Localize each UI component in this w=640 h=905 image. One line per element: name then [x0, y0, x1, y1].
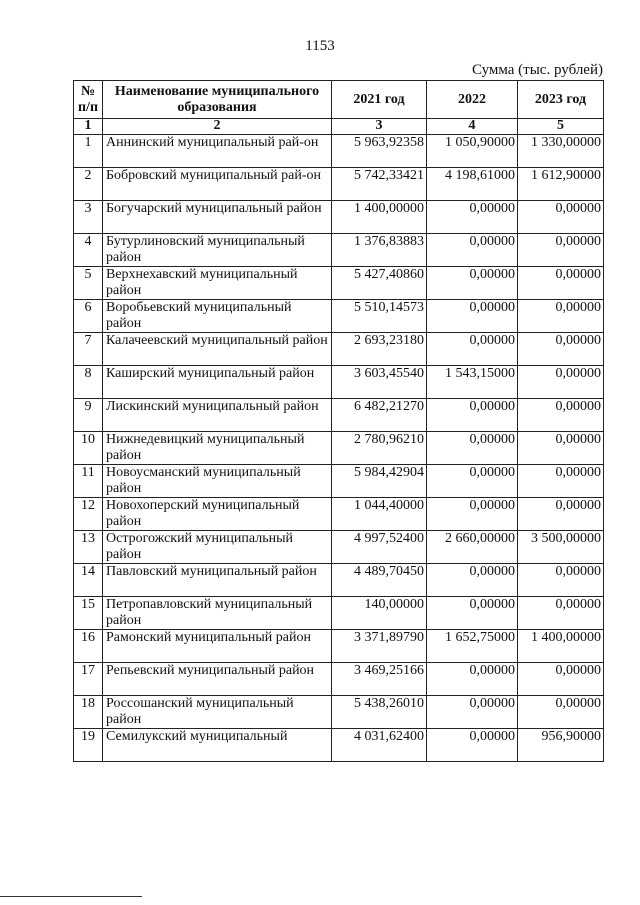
row-number: 15: [74, 597, 103, 630]
district-name: Репьевский муниципальный район: [103, 663, 332, 696]
district-name: Нижнедевицкий муниципальный район: [103, 432, 332, 465]
table-row: [74, 168, 604, 201]
table-row: [74, 201, 604, 234]
table-row: [74, 597, 604, 630]
row-number: 19: [74, 729, 103, 762]
page-number: 1153: [305, 38, 335, 54]
district-name: Верхнехавский муниципальный район: [103, 267, 332, 300]
value-2022: 0,00000: [427, 201, 518, 234]
table-row: [74, 696, 604, 729]
value-2021: 6 482,21270: [332, 399, 427, 432]
row-number: 7: [74, 333, 103, 366]
value-2023: 3 500,00000: [518, 531, 604, 564]
table-row: [74, 465, 604, 498]
value-2021: 3 371,89790: [332, 630, 427, 663]
value-2021: 1 376,83883: [332, 234, 427, 267]
column-number: 5: [518, 119, 604, 135]
value-2023: 1 400,00000: [518, 630, 604, 663]
value-2022: 0,00000: [427, 432, 518, 465]
table-row: [74, 135, 604, 168]
value-2022: 1 652,75000: [427, 630, 518, 663]
column-number: 2: [103, 119, 332, 135]
district-name: Россошанский муниципальный район: [103, 696, 332, 729]
district-name: Острогожский муниципальный район: [103, 531, 332, 564]
row-number: 13: [74, 531, 103, 564]
table-row: [74, 399, 604, 432]
value-2022: 0,00000: [427, 333, 518, 366]
value-2023: 1 612,90000: [518, 168, 604, 201]
value-2022: 0,00000: [427, 597, 518, 630]
value-2022: 4 198,61000: [427, 168, 518, 201]
value-2022: 1 050,90000: [427, 135, 518, 168]
value-2022: 0,00000: [427, 729, 518, 762]
value-2023: 0,00000: [518, 234, 604, 267]
value-2023: 0,00000: [518, 300, 604, 333]
value-2022: 0,00000: [427, 564, 518, 597]
value-2021: 5 510,14573: [332, 300, 427, 333]
district-name: Воробьевский муниципальный район: [103, 300, 332, 333]
value-2022: 0,00000: [427, 234, 518, 267]
row-number: 14: [74, 564, 103, 597]
column-number: 4: [427, 119, 518, 135]
value-2021: 5 984,42904: [332, 465, 427, 498]
value-2023: 956,90000: [518, 729, 604, 762]
value-2021: 2 693,23180: [332, 333, 427, 366]
header-2021: 2021 год: [332, 81, 427, 119]
table-row: [74, 366, 604, 399]
district-name: Каширский муниципальный район: [103, 366, 332, 399]
value-2023: 0,00000: [518, 267, 604, 300]
value-2023: 0,00000: [518, 399, 604, 432]
value-2022: 0,00000: [427, 498, 518, 531]
table-row: [74, 432, 604, 465]
row-number: 11: [74, 465, 103, 498]
units-caption: Сумма (тыс. рублей): [471, 62, 603, 78]
value-2023: 0,00000: [518, 465, 604, 498]
row-number: 5: [74, 267, 103, 300]
header-no: № п/п: [74, 81, 103, 119]
value-2022: 0,00000: [427, 300, 518, 333]
value-2023: 0,00000: [518, 333, 604, 366]
value-2021: 2 780,96210: [332, 432, 427, 465]
value-2023: 0,00000: [518, 201, 604, 234]
value-2022: 0,00000: [427, 465, 518, 498]
value-2021: 4 489,70450: [332, 564, 427, 597]
value-2021: 5 963,92358: [332, 135, 427, 168]
district-name: Семилукский муниципальный: [103, 729, 332, 762]
table-row: [74, 300, 604, 333]
value-2021: 1 400,00000: [332, 201, 427, 234]
value-2021: 3 469,25166: [332, 663, 427, 696]
value-2023: 0,00000: [518, 498, 604, 531]
value-2021: 5 438,26010: [332, 696, 427, 729]
table-row: [74, 498, 604, 531]
column-number: 1: [74, 119, 103, 135]
row-number: 8: [74, 366, 103, 399]
district-name: Лискинский муниципальный район: [103, 399, 332, 432]
value-2022: 2 660,00000: [427, 531, 518, 564]
district-name: Бутурлиновский муниципальный район: [103, 234, 332, 267]
value-2022: 0,00000: [427, 663, 518, 696]
row-number: 6: [74, 300, 103, 333]
value-2021: 4 997,52400: [332, 531, 427, 564]
value-2022: 0,00000: [427, 267, 518, 300]
header-2023: 2023 год: [518, 81, 604, 119]
value-2023: 1 330,00000: [518, 135, 604, 168]
table-row: [74, 729, 604, 762]
value-2022: 0,00000: [427, 399, 518, 432]
footnote-divider: [0, 896, 142, 897]
header-2022: 2022: [427, 81, 518, 119]
value-2023: 0,00000: [518, 597, 604, 630]
row-number: 16: [74, 630, 103, 663]
row-number: 4: [74, 234, 103, 267]
table-row: [74, 630, 604, 663]
value-2021: 4 031,62400: [332, 729, 427, 762]
row-number: 12: [74, 498, 103, 531]
value-2023: 0,00000: [518, 432, 604, 465]
row-number: 9: [74, 399, 103, 432]
table-header-row: [74, 81, 604, 119]
row-number: 10: [74, 432, 103, 465]
row-number: 3: [74, 201, 103, 234]
district-name: Новоусманский муниципальный район: [103, 465, 332, 498]
district-name: Петропавловский муниципальный район: [103, 597, 332, 630]
table-row: [74, 267, 604, 300]
header-name: Наименование муниципального образования: [103, 81, 332, 119]
table-row: [74, 531, 604, 564]
row-number: 17: [74, 663, 103, 696]
value-2021: 5 427,40860: [332, 267, 427, 300]
district-name: Калачеевский муниципальный район: [103, 333, 332, 366]
district-name: Новохоперский муниципальный район: [103, 498, 332, 531]
row-number: 18: [74, 696, 103, 729]
district-name: Рамонский муниципальный район: [103, 630, 332, 663]
value-2021: 1 044,40000: [332, 498, 427, 531]
value-2023: 0,00000: [518, 696, 604, 729]
table-body: [74, 135, 604, 762]
district-name: Богучарский муниципальный район: [103, 201, 332, 234]
table-row: [74, 663, 604, 696]
row-number: 1: [74, 135, 103, 168]
value-2021: 3 603,45540: [332, 366, 427, 399]
value-2021: 140,00000: [332, 597, 427, 630]
column-numbers-row: [74, 119, 604, 135]
value-2022: 0,00000: [427, 696, 518, 729]
value-2022: 1 543,15000: [427, 366, 518, 399]
value-2023: 0,00000: [518, 564, 604, 597]
column-number: 3: [332, 119, 427, 135]
budget-table: [73, 80, 604, 762]
row-number: 2: [74, 168, 103, 201]
value-2023: 0,00000: [518, 663, 604, 696]
district-name: Аннинский муниципальный рай-он: [103, 135, 332, 168]
district-name: Бобровский муниципальный рай-он: [103, 168, 332, 201]
district-name: Павловский муниципальный район: [103, 564, 332, 597]
value-2021: 5 742,33421: [332, 168, 427, 201]
table-row: [74, 333, 604, 366]
value-2023: 0,00000: [518, 366, 604, 399]
table-row: [74, 564, 604, 597]
table-row: [74, 234, 604, 267]
